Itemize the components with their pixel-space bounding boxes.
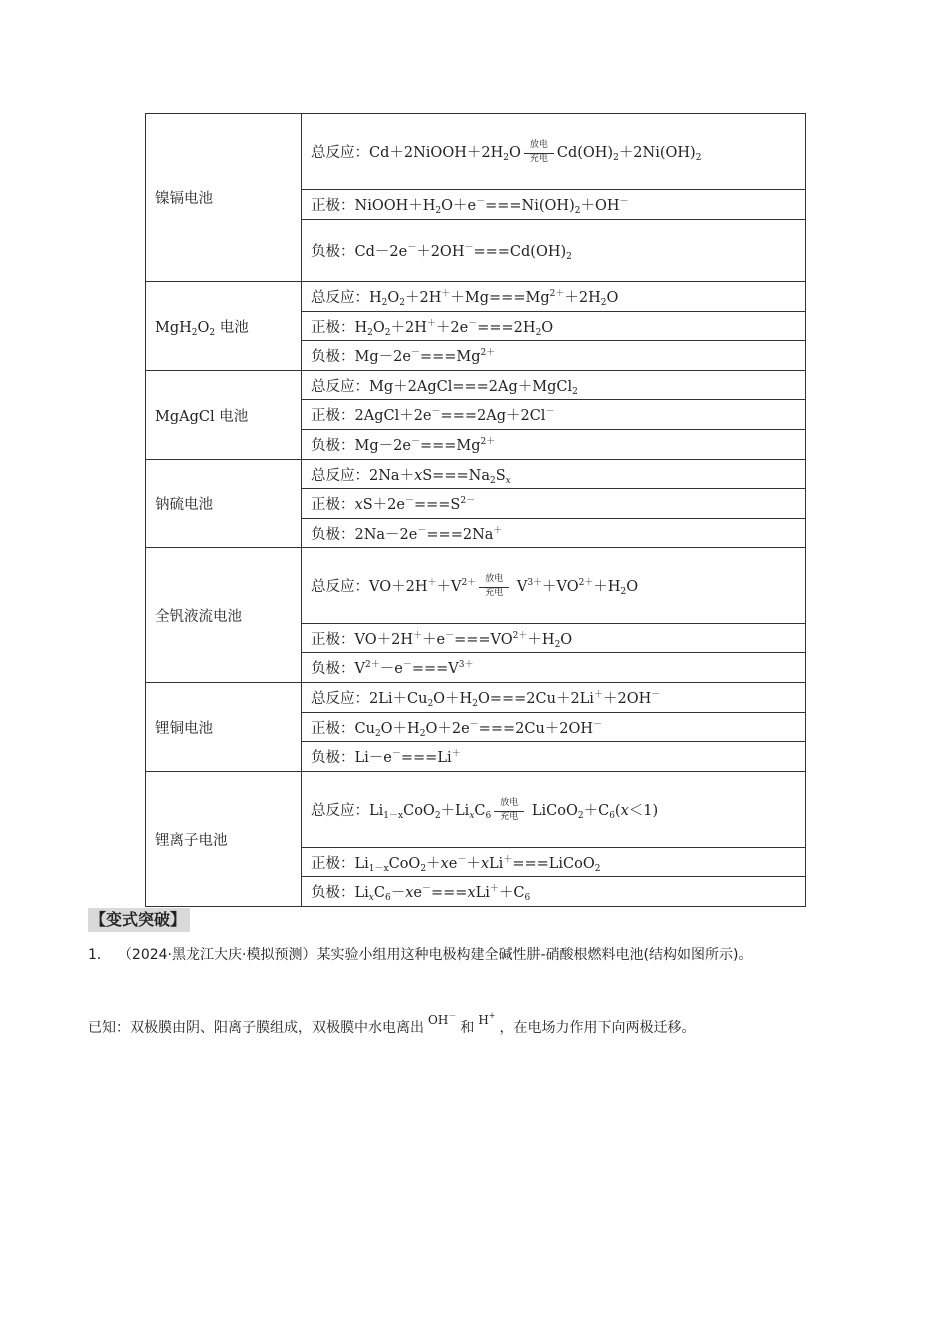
positive-electrode: 正极：$Li_{1-x}CoO_2+xe^-+xLi^+===LiCoO_2$ [302, 848, 806, 877]
positive-electrode: 正极：$VO+2H^++e^-===VO^{2+}+H_2O$ [302, 624, 806, 653]
total-reaction: 总反应：$Li_{1-x}CoO_2+Li_xC_6$ 放电 充电 $LiCoO_2+C_6(x<1)$ [302, 772, 806, 848]
known-conditions: 已知：双极膜由阴、阳离子膜组成，双极膜中水电离出 OH－和 H+，在电场力作用下向两极迁移。 [88, 1011, 696, 1036]
question-1 [88, 945, 752, 965]
question-text: （2024·黑龙江大庆·模拟预测）某实验小组用这种电极构建全碱性肼-硝酸根燃料电池(结构如图所示)。 [124, 947, 753, 963]
table-row [146, 282, 806, 312]
negative-electrode: 负极：2Na－2e－===2Na＋ [302, 519, 806, 548]
negative-electrode: 负极：$V^{2+}-e^-===V^{3+}$ [302, 653, 806, 683]
battery-name: $MgH_2O_2$ 电池 [146, 282, 302, 371]
battery-name: 镍镉电池 [146, 114, 302, 282]
battery-name: MgAgCl 电池 [146, 371, 302, 460]
table-row [146, 548, 806, 624]
negative-electrode: 负极：Li－e－===Li＋ [302, 742, 806, 772]
total-reaction: 总反应：$Cd+2NiOOH+2H_2O$ 放电 充电 $Cd(OH)_2+2Ni(OH)_2$ [302, 114, 806, 190]
total-reaction: 总反应：$H_2O_2+2H^++Mg===Mg^{2+}+2H_2O$ [302, 282, 806, 312]
positive-electrode: 正极：$NiOOH+H_2O+e^-===Ni(OH)_2+OH^-$ [302, 190, 806, 220]
table-row [146, 772, 806, 848]
total-reaction: 总反应：Mg＋2AgCl===2Ag＋MgCl$_2$ [302, 371, 806, 400]
total-reaction: 总反应：$2Li+Cu_2O+H_2O===2Cu+2Li^++2OH^-$ [302, 683, 806, 713]
battery-name: 全钒液流电池 [146, 548, 302, 683]
positive-electrode: 正极：$Cu_2O+H_2O+2e^-===2Cu+2OH^-$ [302, 713, 806, 742]
reversible-arrow: 放电 充电 [521, 143, 557, 163]
battery-name: 锂铜电池 [146, 683, 302, 772]
negative-electrode: 负极：$Mg-2e^-===Mg^{2+}$ [302, 430, 806, 460]
total-reaction: 总反应：$VO+2H^++V^{2+}$ 放电 充电 $V^{3+}+VO^{2+}+H_2O$ [302, 548, 806, 624]
total-reaction: 总反应：$2Na+xS===Na_2S_x$ [302, 460, 806, 489]
table-row [146, 683, 806, 713]
positive-electrode: 正极：2AgCl＋2e－===2Ag＋2Cl－ [302, 400, 806, 430]
negative-electrode: 负极：$Cd-2e^-+2OH^-===Cd(OH)_2$ [302, 220, 806, 282]
table-row [146, 460, 806, 489]
table-row [146, 114, 806, 190]
reversible-arrow: 放电 充电 [491, 801, 527, 821]
reversible-arrow: 放电 充电 [476, 577, 512, 597]
battery-table [145, 113, 806, 907]
negative-electrode: 负极：$Li_xC_6-xe^-===xLi^++C_6$ [302, 877, 806, 907]
hydroxide-ion: OH－ [428, 1011, 457, 1027]
question-number: 1． [88, 947, 111, 963]
negative-electrode: 负极：$Mg-2e^-===Mg^{2+}$ [302, 341, 806, 371]
hydrogen-ion: H+ [478, 1011, 496, 1027]
section-title: 【变式突破】 [88, 908, 190, 932]
battery-name: 锂离子电池 [146, 772, 302, 907]
battery-name: 钠硫电池 [146, 460, 302, 548]
positive-electrode: 正极：$xS+2e^-===S^{2-}$ [302, 489, 806, 519]
positive-electrode: 正极：$H_2O_2+2H^++2e^-===2H_2O$ [302, 312, 806, 341]
table-row [146, 371, 806, 400]
